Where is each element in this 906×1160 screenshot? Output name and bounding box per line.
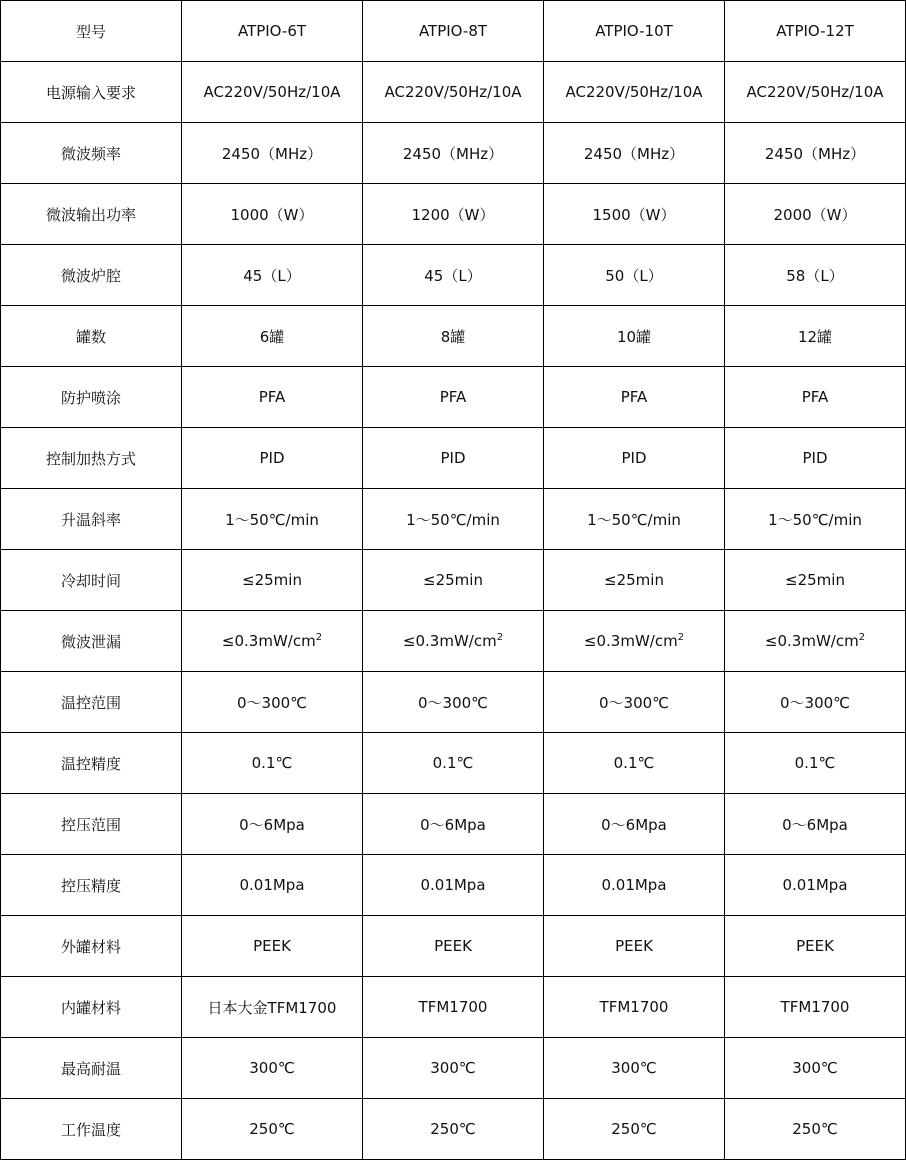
- table-cell: 1～50℃/min: [544, 489, 725, 550]
- table-cell: 2450（MHz）: [544, 123, 725, 184]
- table-cell: PEEK: [544, 916, 725, 977]
- table-cell: 0.01Mpa: [363, 855, 544, 916]
- table-cell: 0.1℃: [363, 733, 544, 794]
- header-cell-model: ATPIO-12T: [725, 1, 906, 62]
- table-cell: 10罐: [544, 306, 725, 367]
- table-cell: 8罐: [363, 306, 544, 367]
- header-cell-label: 型号: [1, 1, 182, 62]
- table-cell: 0.1℃: [182, 733, 363, 794]
- superscript-2: 2: [677, 632, 685, 643]
- table-cell: PFA: [182, 367, 363, 428]
- table-cell: 2450（MHz）: [363, 123, 544, 184]
- table-cell: PEEK: [725, 916, 906, 977]
- table-row: [1, 1038, 906, 1099]
- table-cell: 1～50℃/min: [725, 489, 906, 550]
- header-cell-model: ATPIO-8T: [363, 1, 544, 62]
- table-row: [1, 245, 906, 306]
- table-cell: 0.1℃: [725, 733, 906, 794]
- superscript-2: 2: [858, 632, 866, 643]
- table-cell: 6罐: [182, 306, 363, 367]
- table-cell: TFM1700: [544, 977, 725, 1038]
- table-row: [1, 1099, 906, 1160]
- row-label: 最高耐温: [1, 1038, 182, 1099]
- table-cell: 1～50℃/min: [182, 489, 363, 550]
- row-label: 升温斜率: [1, 489, 182, 550]
- table-cell: ≤25min: [363, 550, 544, 611]
- table-row: [1, 977, 906, 1038]
- table-cell: TFM1700: [725, 977, 906, 1038]
- row-label: 温控精度: [1, 733, 182, 794]
- table-cell: 2000（W）: [725, 184, 906, 245]
- leakage-value: ≤0.3mW/cm: [583, 632, 678, 650]
- row-label: 微波炉腔: [1, 245, 182, 306]
- table-row: [1, 367, 906, 428]
- table-cell: ≤25min: [725, 550, 906, 611]
- table-row: [1, 62, 906, 123]
- table-row: [1, 428, 906, 489]
- table-cell: PEEK: [182, 916, 363, 977]
- table-cell: 0.01Mpa: [182, 855, 363, 916]
- row-label: 微波输出功率: [1, 184, 182, 245]
- table-row: [1, 550, 906, 611]
- table-cell: 58（L）: [725, 245, 906, 306]
- table-cell: 250℃: [363, 1099, 544, 1160]
- table-cell: PFA: [544, 367, 725, 428]
- leakage-value: ≤0.3mW/cm: [402, 632, 497, 650]
- row-label: 防护喷涂: [1, 367, 182, 428]
- table-cell: 2450（MHz）: [182, 123, 363, 184]
- table-cell: 1000（W）: [182, 184, 363, 245]
- leakage-value: ≤0.3mW/cm: [764, 632, 859, 650]
- row-label: 控压精度: [1, 855, 182, 916]
- row-label: 工作温度: [1, 1099, 182, 1160]
- table-cell: 0～6Mpa: [363, 794, 544, 855]
- table-cell: 45（L）: [182, 245, 363, 306]
- row-label: 温控范围: [1, 672, 182, 733]
- table-cell: 1500（W）: [544, 184, 725, 245]
- table-cell: 0～6Mpa: [544, 794, 725, 855]
- table-cell: PID: [363, 428, 544, 489]
- table-row: [1, 611, 906, 672]
- table-cell: 0.01Mpa: [544, 855, 725, 916]
- table-cell: 日本大金TFM1700: [182, 977, 363, 1038]
- table-row: [1, 123, 906, 184]
- table-row: [1, 184, 906, 245]
- table-cell: AC220V/50Hz/10A: [544, 62, 725, 123]
- header-cell-model: ATPIO-10T: [544, 1, 725, 62]
- table-cell: AC220V/50Hz/10A: [182, 62, 363, 123]
- table-cell: 50（L）: [544, 245, 725, 306]
- table-cell: PID: [725, 428, 906, 489]
- leakage-value: ≤0.3mW/cm: [221, 632, 316, 650]
- row-label: 冷却时间: [1, 550, 182, 611]
- table-cell: 300℃: [363, 1038, 544, 1099]
- table-cell: AC220V/50Hz/10A: [363, 62, 544, 123]
- table-cell: 250℃: [725, 1099, 906, 1160]
- table-row: [1, 672, 906, 733]
- table-cell: PFA: [725, 367, 906, 428]
- table-row: [1, 794, 906, 855]
- row-label: 外罐材料: [1, 916, 182, 977]
- table-cell: PEEK: [363, 916, 544, 977]
- table-row: [1, 306, 906, 367]
- table-cell: 0.01Mpa: [725, 855, 906, 916]
- superscript-2: 2: [315, 632, 323, 643]
- row-label: 微波泄漏: [1, 611, 182, 672]
- table-cell: 250℃: [544, 1099, 725, 1160]
- table-cell: PID: [544, 428, 725, 489]
- table-cell: 0～6Mpa: [182, 794, 363, 855]
- table-cell: 0～300℃: [363, 672, 544, 733]
- table-cell: TFM1700: [363, 977, 544, 1038]
- header-row: [1, 1, 906, 62]
- table-cell: 300℃: [725, 1038, 906, 1099]
- table-cell: [363, 611, 544, 672]
- table-row: [1, 489, 906, 550]
- row-label: 电源输入要求: [1, 62, 182, 123]
- row-label: 控压范围: [1, 794, 182, 855]
- table-cell: AC220V/50Hz/10A: [725, 62, 906, 123]
- table-cell: 0～6Mpa: [725, 794, 906, 855]
- header-cell-model: ATPIO-6T: [182, 1, 363, 62]
- table-cell: 45（L）: [363, 245, 544, 306]
- table-cell: ≤25min: [182, 550, 363, 611]
- table-row: [1, 733, 906, 794]
- row-label: 内罐材料: [1, 977, 182, 1038]
- table-cell: 300℃: [182, 1038, 363, 1099]
- table-cell: PID: [182, 428, 363, 489]
- table-row: [1, 855, 906, 916]
- superscript-2: 2: [496, 632, 504, 643]
- table-cell: [725, 611, 906, 672]
- table-cell: [182, 611, 363, 672]
- table-cell: 1200（W）: [363, 184, 544, 245]
- row-label: 罐数: [1, 306, 182, 367]
- table-cell: ≤25min: [544, 550, 725, 611]
- table-cell: 0～300℃: [182, 672, 363, 733]
- table-cell: 300℃: [544, 1038, 725, 1099]
- table-cell: [544, 611, 725, 672]
- table-cell: 1～50℃/min: [363, 489, 544, 550]
- row-label: 控制加热方式: [1, 428, 182, 489]
- table-cell: 0～300℃: [544, 672, 725, 733]
- row-label: 微波频率: [1, 123, 182, 184]
- table-cell: 2450（MHz）: [725, 123, 906, 184]
- table-cell: 0.1℃: [544, 733, 725, 794]
- table-cell: PFA: [363, 367, 544, 428]
- table-cell: 0～300℃: [725, 672, 906, 733]
- table-row: [1, 916, 906, 977]
- table-cell: 250℃: [182, 1099, 363, 1160]
- table-cell: 12罐: [725, 306, 906, 367]
